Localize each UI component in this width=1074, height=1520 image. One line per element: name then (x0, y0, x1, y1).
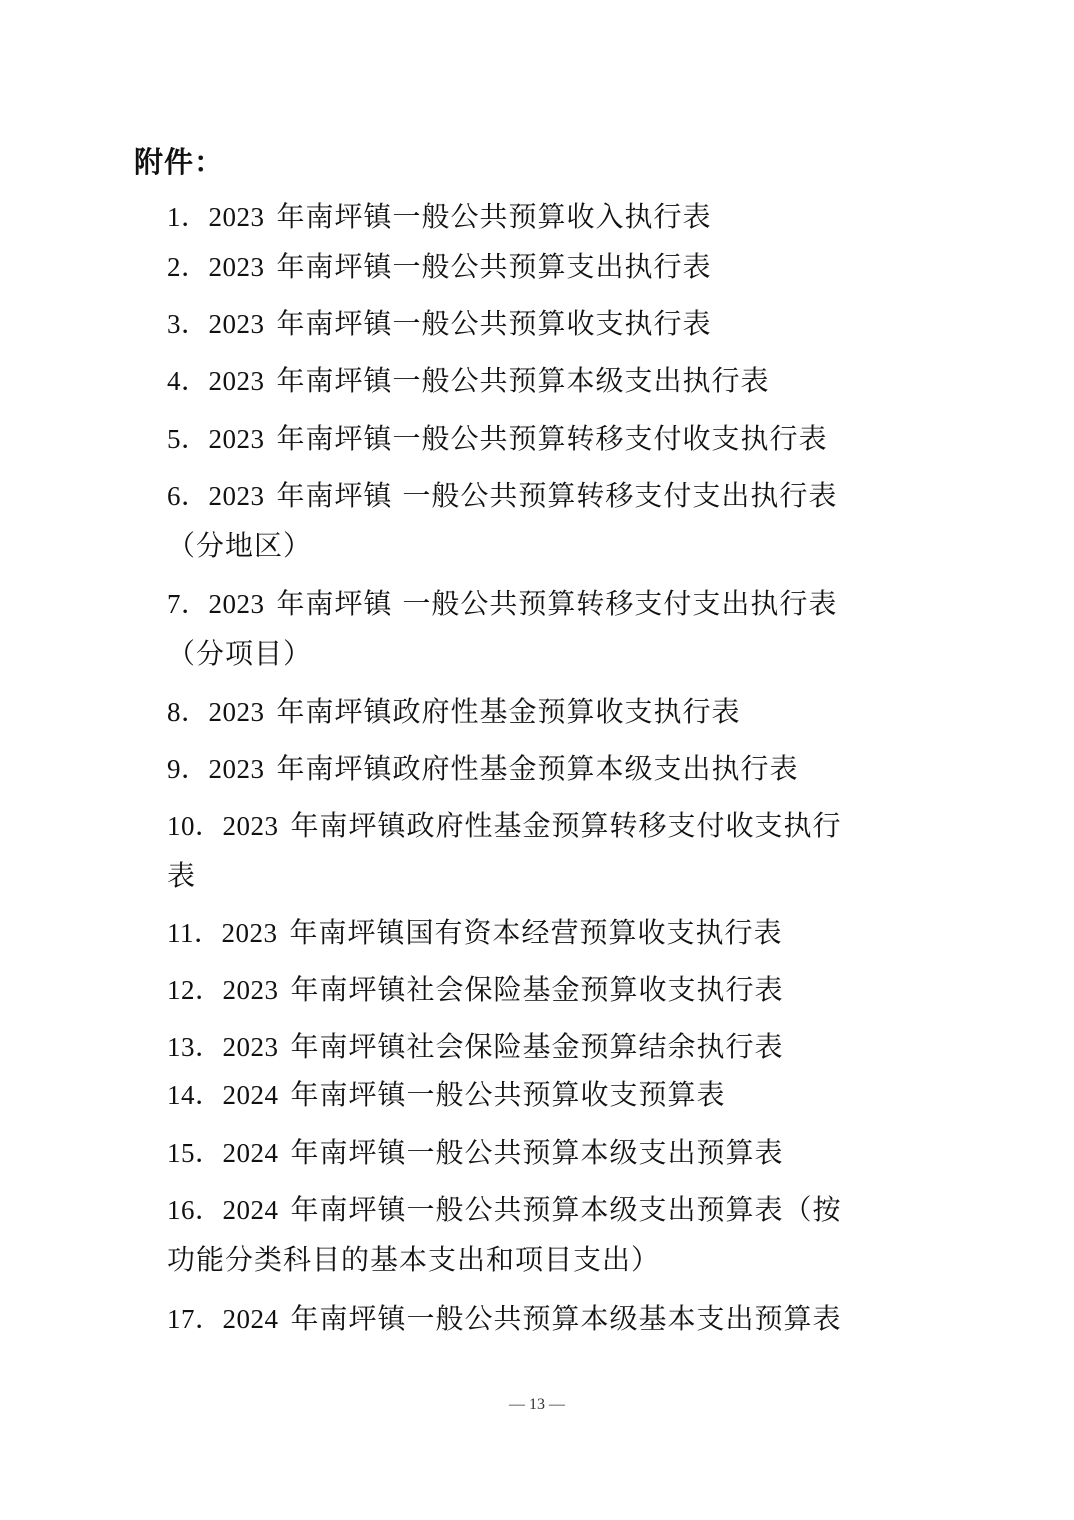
attachment-item (167, 687, 867, 737)
item-number: 14． (167, 1080, 223, 1110)
item-number: 2． (167, 252, 209, 282)
item-number: 11． (167, 918, 222, 948)
item-title-continuation: （分地区） (167, 529, 313, 562)
attachment-item (167, 356, 867, 406)
item-title: 年南坪镇一般公共预算本级支出执行表 (276, 364, 770, 397)
item-year: 2023 (208, 366, 265, 396)
item-title: 年南坪镇一般公共预算本级支出预算表（按 (290, 1193, 842, 1226)
item-title-continuation: （分项目） (167, 637, 313, 670)
item-number: 8． (167, 697, 209, 727)
item-title: 年南坪镇政府性基金预算本级支出执行表 (276, 752, 799, 785)
item-title: 年南坪镇社会保险基金预算收支执行表 (290, 973, 784, 1006)
attachment-heading: 附件： (134, 145, 225, 179)
attachment-item (167, 414, 867, 464)
item-number: 12． (167, 975, 223, 1005)
attachment-item (167, 801, 867, 901)
item-number: 7． (167, 589, 209, 619)
item-title: 年南坪镇社会保险基金预算结余执行表 (290, 1030, 784, 1063)
item-number: 16． (167, 1195, 223, 1225)
attachment-item (167, 192, 867, 242)
item-title: 年南坪镇一般公共预算本级基本支出预算表 (290, 1302, 842, 1335)
item-number: 3． (167, 309, 209, 339)
item-year: 2024 (222, 1138, 279, 1168)
item-year: 2023 (222, 1032, 279, 1062)
item-title: 年南坪镇 一般公共预算转移支付支出执行表 (276, 479, 838, 512)
item-year: 2023 (208, 424, 265, 454)
item-number: 4． (167, 366, 209, 396)
item-title: 年南坪镇一般公共预算收入执行表 (276, 200, 712, 233)
item-year: 2023 (208, 589, 265, 619)
item-year: 2024 (222, 1080, 279, 1110)
item-title-continuation: 表 (167, 859, 197, 892)
attachment-item (167, 1128, 867, 1178)
item-title: 年南坪镇 一般公共预算转移支付支出执行表 (276, 587, 838, 620)
item-title: 年南坪镇国有资本经营预算收支执行表 (289, 916, 783, 949)
item-title: 年南坪镇一般公共预算转移支付收支执行表 (276, 422, 828, 455)
attachment-item (167, 579, 867, 679)
attachment-item (167, 242, 867, 292)
item-title: 年南坪镇一般公共预算本级支出预算表 (290, 1136, 784, 1169)
attachment-item (167, 1185, 867, 1285)
attachment-item (167, 299, 867, 349)
item-year: 2023 (208, 252, 265, 282)
item-year: 2024 (222, 1195, 279, 1225)
item-year: 2023 (208, 697, 265, 727)
item-number: 9． (167, 754, 209, 784)
item-year: 2024 (222, 1304, 279, 1334)
item-number: 10． (167, 811, 223, 841)
attachment-item (167, 965, 867, 1015)
item-number: 15． (167, 1138, 223, 1168)
item-title: 年南坪镇政府性基金预算转移支付收支执行 (290, 809, 842, 842)
item-title: 年南坪镇一般公共预算收支执行表 (276, 307, 712, 340)
item-year: 2023 (208, 202, 265, 232)
attachment-item (167, 1070, 867, 1120)
item-year: 2023 (208, 481, 265, 511)
attachment-item (167, 1022, 867, 1072)
item-title: 年南坪镇政府性基金预算收支执行表 (276, 695, 741, 728)
item-year: 2023 (222, 811, 279, 841)
item-number: 17． (167, 1304, 223, 1334)
item-title: 年南坪镇一般公共预算支出执行表 (276, 250, 712, 283)
attachment-item (167, 908, 867, 958)
item-title: 年南坪镇一般公共预算收支预算表 (290, 1078, 726, 1111)
item-year: 2023 (221, 918, 278, 948)
item-year: 2023 (222, 975, 279, 1005)
item-number: 5． (167, 424, 209, 454)
attachment-item (167, 471, 867, 571)
page-number: — 13 — (509, 1396, 565, 1413)
item-number: 13． (167, 1032, 223, 1062)
item-year: 2023 (208, 754, 265, 784)
item-year: 2023 (208, 309, 265, 339)
attachment-item (167, 744, 867, 794)
item-number: 1． (167, 202, 209, 232)
attachment-item (167, 1294, 867, 1344)
item-number: 6． (167, 481, 209, 511)
item-title-continuation: 功能分类科目的基本支出和项目支出） (167, 1243, 661, 1276)
